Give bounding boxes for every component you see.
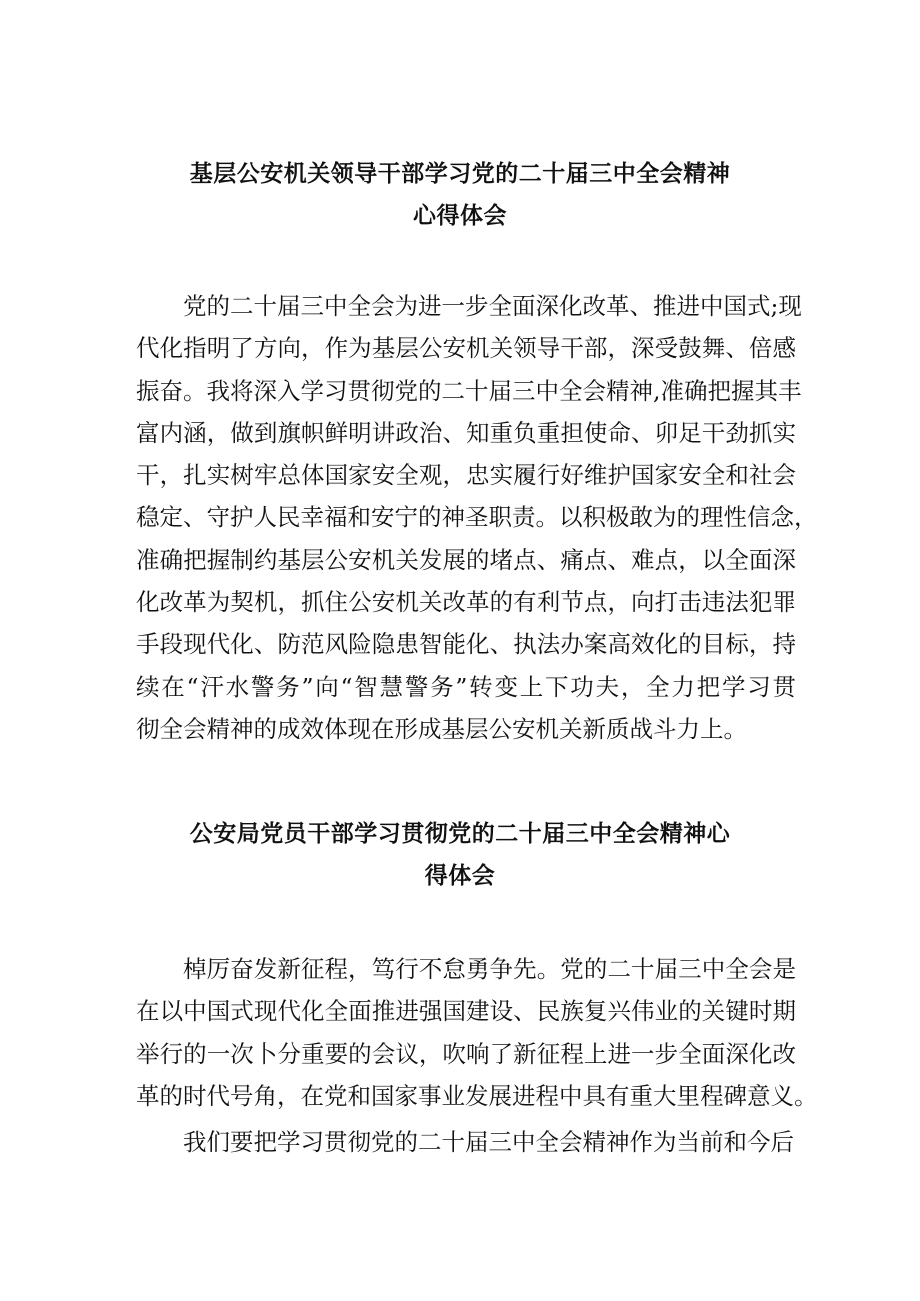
section2-title-line-1: 公安局党员干部学习贯彻党的二十届三中全会精神心: [189, 821, 731, 847]
paragraph-line: 在以中国式现代化全面推进强国建设、民族复兴伟业的关键时期: [136, 997, 796, 1026]
paragraph-line: 革的时代号角，在党和国家事业发展进程中具有重大里程碑意义。: [136, 1081, 818, 1110]
paragraph-line: 准确把握制约基层公安机关发展的堵点、痛点、难点，以全面深: [136, 545, 796, 574]
section2-title-line-2: 得体会: [424, 863, 496, 889]
section1-title-line-1: 基层公安机关领导干部学习党的二十届三中全会精神: [189, 161, 731, 187]
paragraph-line: 振奋。我将深入学习贯彻党的二十届三中全会精神,准确把握其丰: [136, 376, 802, 405]
paragraph-line: 干，扎实树牢总体国家安全观，忠实履行好维护国家安全和社会: [136, 461, 796, 490]
paragraph-line: 党的二十届三中全会为进一步全面深化改革、推进中国式;现: [183, 292, 802, 320]
paragraph-line: 举行的一次卜分重要的会议，吹响了新征程上进一步全面深化改: [136, 1039, 796, 1068]
paragraph-line: 我们要把学习贯彻党的二十届三中全会精神作为当前和今后: [183, 1128, 794, 1156]
section2-title: [0, 813, 920, 897]
section2-paragraph-1: [136, 948, 818, 1117]
paragraph-line: 代化指明了方向，作为基层公安机关领导干部，深受鼓舞、倍感: [136, 334, 796, 363]
paragraph-line: 续在“汗水警务”向“智慧警务”转变上下功夫，全力把学习贯: [136, 672, 796, 701]
paragraph-line: 彻全会精神的成效体现在形成基层公安机关新质战斗力上。: [136, 714, 747, 743]
paragraph-line: 手段现代化、防范风险隐患智能化、执法办案高效化的目标，持: [136, 630, 796, 659]
paragraph-line: 棹厉奋发新征程，笃行不怠勇争先。党的二十届三中全会是: [183, 955, 796, 983]
section1-title: [0, 153, 920, 237]
section2-paragraph-2: [136, 1121, 796, 1163]
paragraph-line: 化改革为契机，抓住公安机关改革的有利节点，向打击违法犯罪: [136, 588, 796, 617]
section1-paragraph: [136, 285, 818, 750]
paragraph-line: 富内涵，做到旗帜鲜明讲政治、知重负重担使命、卯足干劲抓实: [136, 418, 796, 447]
section1-title-line-2: 心得体会: [413, 203, 507, 229]
paragraph-line: 稳定、守护人民幸福和安宁的神圣职责。以积极敢为的理性信念，: [136, 503, 818, 532]
